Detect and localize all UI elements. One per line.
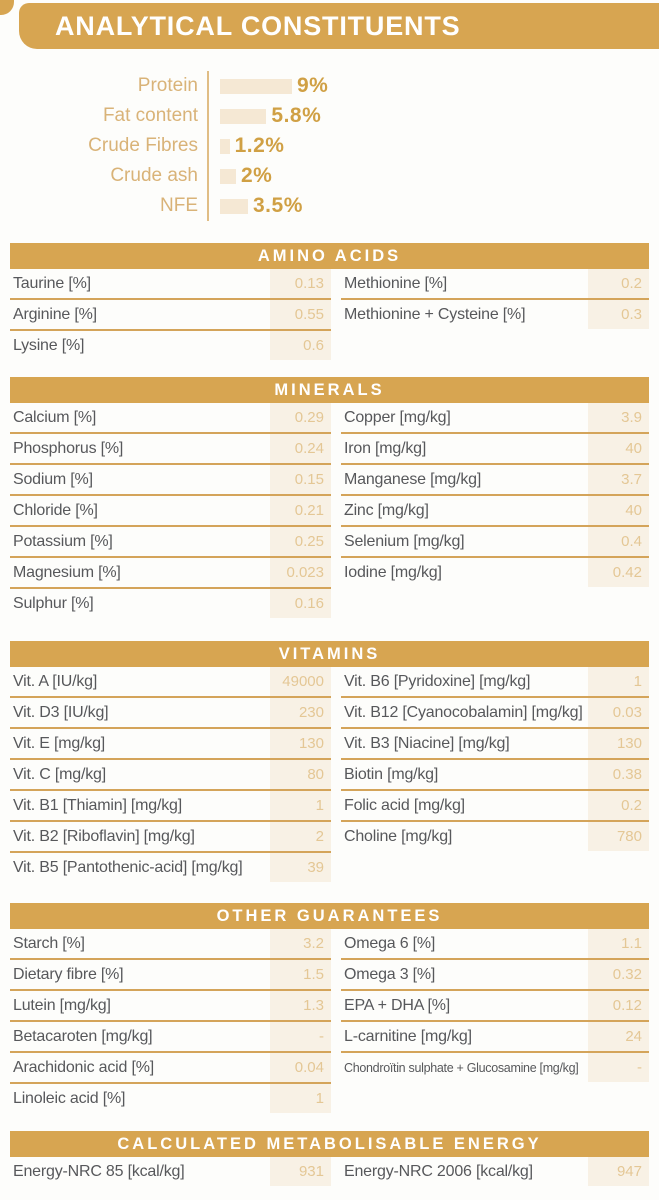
nutrient-label: Vit. B3 [Niacine] [mg/kg]	[344, 734, 510, 752]
chart-category-label: Fat content	[10, 101, 209, 131]
nutrient-label: Arginine [%]	[13, 305, 97, 323]
nutrient-row	[10, 822, 331, 853]
nutrient-label: Arachidonic acid [%]	[13, 1058, 154, 1076]
nutrient-value: 80	[270, 760, 331, 789]
nutrient-label: Taurine [%]	[13, 274, 91, 292]
nutrient-value: 0.55	[270, 300, 331, 329]
nutrient-label: Copper [mg/kg]	[344, 408, 451, 426]
chart-category-label: Crude Fibres	[10, 131, 209, 161]
nutrient-value: 39	[270, 853, 331, 882]
nutrient-label: Vit. B6 [Pyridoxine] [mg/kg]	[344, 672, 531, 690]
nutrient-value: 0.38	[588, 760, 649, 789]
nutrient-label: Vit. B5 [Pantothenic-acid] [mg/kg]	[13, 858, 243, 876]
nutrient-label: Selenium [mg/kg]	[344, 532, 465, 550]
chart-row-3	[10, 161, 328, 191]
column-right-vitamins	[341, 667, 649, 853]
chart-bar	[220, 109, 266, 124]
nutrient-row	[10, 791, 331, 822]
nutrient-label: Methionine [%]	[344, 274, 448, 292]
nutrient-label: Iron [mg/kg]	[344, 439, 427, 457]
chart-category-label: Crude ash	[10, 161, 209, 191]
column-left-amino-acids	[10, 269, 331, 362]
chart-bar-area	[209, 134, 284, 158]
nutrient-row	[341, 929, 649, 960]
section-minerals	[10, 377, 649, 620]
nutrient-row	[10, 667, 331, 698]
nutrient-row	[341, 1053, 649, 1084]
nutrient-value: 0.2	[588, 269, 649, 298]
chart-value-label: 1.2%	[234, 134, 285, 157]
nutrition-tables	[10, 243, 649, 1188]
section-energy	[10, 1131, 649, 1188]
nutrient-value: 24	[588, 1022, 649, 1051]
nutrient-row	[341, 667, 649, 698]
nutrient-row	[10, 991, 331, 1022]
chart-bar-area	[209, 164, 272, 188]
nutrient-row	[341, 403, 649, 434]
page-header-band	[19, 3, 659, 49]
column-left-other-guarantees	[10, 929, 331, 1115]
nutrient-value: 0.21	[270, 496, 331, 525]
nutrient-label: Zinc [mg/kg]	[344, 501, 429, 519]
nutrient-row	[10, 269, 331, 300]
chart-value-label: 5.8%	[271, 104, 322, 127]
page-title: ANALYTICAL CONSTITUENTS	[55, 10, 461, 41]
nutrient-row	[10, 960, 331, 991]
nutrient-label: Iodine [mg/kg]	[344, 563, 442, 581]
nutrient-row	[341, 1157, 649, 1188]
nutrient-value: 230	[270, 698, 331, 727]
nutrient-value: 0.2	[588, 791, 649, 820]
nutrient-label: Energy-NRC 85 [kcal/kg]	[13, 1162, 185, 1180]
nutrient-value: 0.32	[588, 960, 649, 989]
nutrient-label: EPA + DHA [%]	[344, 996, 451, 1014]
nutrient-value: 0.03	[588, 698, 649, 727]
nutrient-label: Dietary fibre [%]	[13, 965, 124, 983]
chart-category-label: NFE	[10, 191, 209, 221]
nutrient-row	[341, 434, 649, 465]
nutrient-label: Chloride [%]	[13, 501, 98, 519]
chart-bar	[220, 139, 230, 154]
nutrient-label: Chondroïtin sulphate + Glucosamine [mg/kg]	[344, 1060, 579, 1075]
nutrient-label: Sulphur [%]	[13, 594, 94, 612]
nutrient-label: Biotin [mg/kg]	[344, 765, 439, 783]
nutrient-value: 3.2	[270, 929, 331, 958]
section-title-minerals: MINERALS	[10, 377, 649, 403]
nutrient-value: 1	[588, 667, 649, 696]
nutrient-row	[10, 853, 331, 884]
nutrient-label: Sodium [%]	[13, 470, 93, 488]
nutrient-label: Vit. B2 [Riboflavin] [mg/kg]	[13, 827, 195, 845]
column-right-energy	[341, 1157, 649, 1188]
nutrient-row	[341, 527, 649, 558]
nutrient-label: Manganese [mg/kg]	[344, 470, 482, 488]
nutrient-row	[10, 300, 331, 331]
nutrient-row	[341, 465, 649, 496]
column-right-other-guarantees	[341, 929, 649, 1084]
nutrient-value: 2	[270, 822, 331, 851]
nutrient-value: 3.9	[588, 403, 649, 432]
nutrient-value: 1	[270, 791, 331, 820]
nutrient-value: 1.5	[270, 960, 331, 989]
nutrient-row	[10, 929, 331, 960]
nutrient-row	[10, 527, 331, 558]
nutrient-label: Vit. B1 [Thiamin] [mg/kg]	[13, 796, 182, 814]
nutrient-row	[10, 760, 331, 791]
nutrient-row	[341, 960, 649, 991]
nutrient-value: 130	[270, 729, 331, 758]
nutrient-row	[10, 729, 331, 760]
nutrient-label: Vit. C [mg/kg]	[13, 765, 106, 783]
nutrient-value: 0.24	[270, 434, 331, 463]
nutrient-value: 0.15	[270, 465, 331, 494]
nutrient-value: 0.3	[588, 300, 649, 329]
nutrient-row	[341, 791, 649, 822]
nutrient-row	[341, 558, 649, 589]
section-columns-minerals	[10, 403, 649, 620]
nutrient-row	[10, 1022, 331, 1053]
nutrient-row	[10, 1084, 331, 1115]
nutrient-value: 3.7	[588, 465, 649, 494]
chart-value-label: 9%	[297, 74, 329, 97]
chart-row-2	[10, 131, 328, 161]
chart-row-0	[10, 71, 328, 101]
chart-bar	[220, 199, 248, 214]
chart-value-label: 3.5%	[253, 194, 303, 217]
chart-row-1	[10, 101, 328, 131]
nutrient-label: Energy-NRC 2006 [kcal/kg]	[344, 1162, 533, 1180]
nutrient-value: 0.16	[270, 589, 331, 618]
chart-bar-area	[209, 194, 303, 218]
chart-bar-area	[209, 104, 321, 128]
nutrient-row	[10, 434, 331, 465]
nutrient-label: Vit. D3 [IU/kg]	[13, 703, 109, 721]
nutrient-row	[341, 991, 649, 1022]
nutrient-value: 0.6	[270, 331, 331, 360]
nutrient-value: 947	[588, 1157, 649, 1186]
nutrient-row	[341, 300, 649, 331]
nutrient-label: Vit. A [IU/kg]	[13, 672, 98, 690]
nutrient-value: 1.3	[270, 991, 331, 1020]
nutrient-label: Lysine [%]	[13, 336, 85, 354]
section-columns-other-guarantees	[10, 929, 649, 1115]
nutrient-value: 931	[270, 1157, 331, 1186]
nutrient-value: -	[588, 1053, 649, 1082]
section-other-guarantees	[10, 903, 649, 1115]
section-columns-vitamins	[10, 667, 649, 884]
nutrient-value: 0.13	[270, 269, 331, 298]
column-right-amino-acids	[341, 269, 649, 331]
nutrient-value: 0.023	[270, 558, 331, 587]
section-amino-acids	[10, 243, 649, 362]
column-left-energy	[10, 1157, 331, 1188]
chart-bar	[220, 169, 236, 184]
chart-bar	[220, 79, 292, 94]
section-title-other-guarantees: OTHER GUARANTEES	[10, 903, 649, 929]
section-title-vitamins: VITAMINS	[10, 641, 649, 667]
nutrient-value: 0.04	[270, 1053, 331, 1082]
nutrient-value: 0.25	[270, 527, 331, 556]
nutrient-label: Vit. B12 [Cyanocobalamin] [mg/kg]	[344, 703, 583, 721]
nutrient-label: Phosphorus [%]	[13, 439, 124, 457]
nutrient-value: -	[270, 1022, 331, 1051]
nutrient-label: Omega 3 [%]	[344, 965, 436, 983]
column-left-minerals	[10, 403, 331, 620]
nutrient-label: L-carnitine [mg/kg]	[344, 1027, 472, 1045]
nutrient-row	[10, 465, 331, 496]
nutrient-label: Vit. E [mg/kg]	[13, 734, 106, 752]
section-vitamins	[10, 641, 649, 884]
chart-bar-area	[209, 74, 328, 98]
section-title-amino-acids: AMINO ACIDS	[10, 243, 649, 269]
nutrient-row	[10, 589, 331, 620]
nutrient-row	[10, 558, 331, 589]
section-columns-energy	[10, 1157, 649, 1188]
column-right-minerals	[341, 403, 649, 589]
nutrient-label: Folic acid [mg/kg]	[344, 796, 465, 814]
nutrient-value: 0.29	[270, 403, 331, 432]
nutrient-value: 40	[588, 496, 649, 525]
nutrient-value: 40	[588, 434, 649, 463]
nutrient-row	[341, 729, 649, 760]
nutrient-row	[341, 822, 649, 853]
corner-decoration	[0, 0, 14, 15]
nutrient-value: 0.42	[588, 558, 649, 587]
nutrient-row	[10, 496, 331, 527]
nutrient-value: 1.1	[588, 929, 649, 958]
nutrient-row	[341, 698, 649, 729]
nutrient-row	[341, 496, 649, 527]
nutrient-value: 780	[588, 822, 649, 851]
nutrient-value: 130	[588, 729, 649, 758]
nutrient-label: Magnesium [%]	[13, 563, 121, 581]
nutrient-label: Betacaroten [mg/kg]	[13, 1027, 153, 1045]
nutrient-row	[341, 269, 649, 300]
nutrient-value: 0.4	[588, 527, 649, 556]
nutrient-row	[10, 1157, 331, 1188]
analytical-constituents-chart	[10, 71, 328, 221]
column-left-vitamins	[10, 667, 331, 884]
nutrient-label: Starch [%]	[13, 934, 85, 952]
nutrient-row	[341, 1022, 649, 1053]
nutrient-row	[341, 760, 649, 791]
nutrient-label: Potassium [%]	[13, 532, 113, 550]
nutrient-label: Methionine + Cysteine [%]	[344, 305, 526, 323]
nutrient-value: 0.12	[588, 991, 649, 1020]
nutrient-label: Calcium [%]	[13, 408, 97, 426]
nutrient-value: 49000	[270, 667, 331, 696]
section-title-energy: CALCULATED METABOLISABLE ENERGY	[10, 1131, 649, 1157]
chart-value-label: 2%	[241, 164, 273, 187]
nutrient-label: Choline [mg/kg]	[344, 827, 453, 845]
chart-row-4	[10, 191, 328, 221]
nutrient-row	[10, 331, 331, 362]
nutrient-row	[10, 1053, 331, 1084]
nutrient-label: Omega 6 [%]	[344, 934, 436, 952]
nutrient-label: Lutein [mg/kg]	[13, 996, 111, 1014]
nutrient-label: Linoleic acid [%]	[13, 1089, 126, 1107]
section-columns-amino-acids	[10, 269, 649, 362]
chart-category-label: Protein	[10, 71, 209, 101]
nutrient-row	[10, 403, 331, 434]
nutrient-row	[10, 698, 331, 729]
nutrient-value: 1	[270, 1084, 331, 1113]
